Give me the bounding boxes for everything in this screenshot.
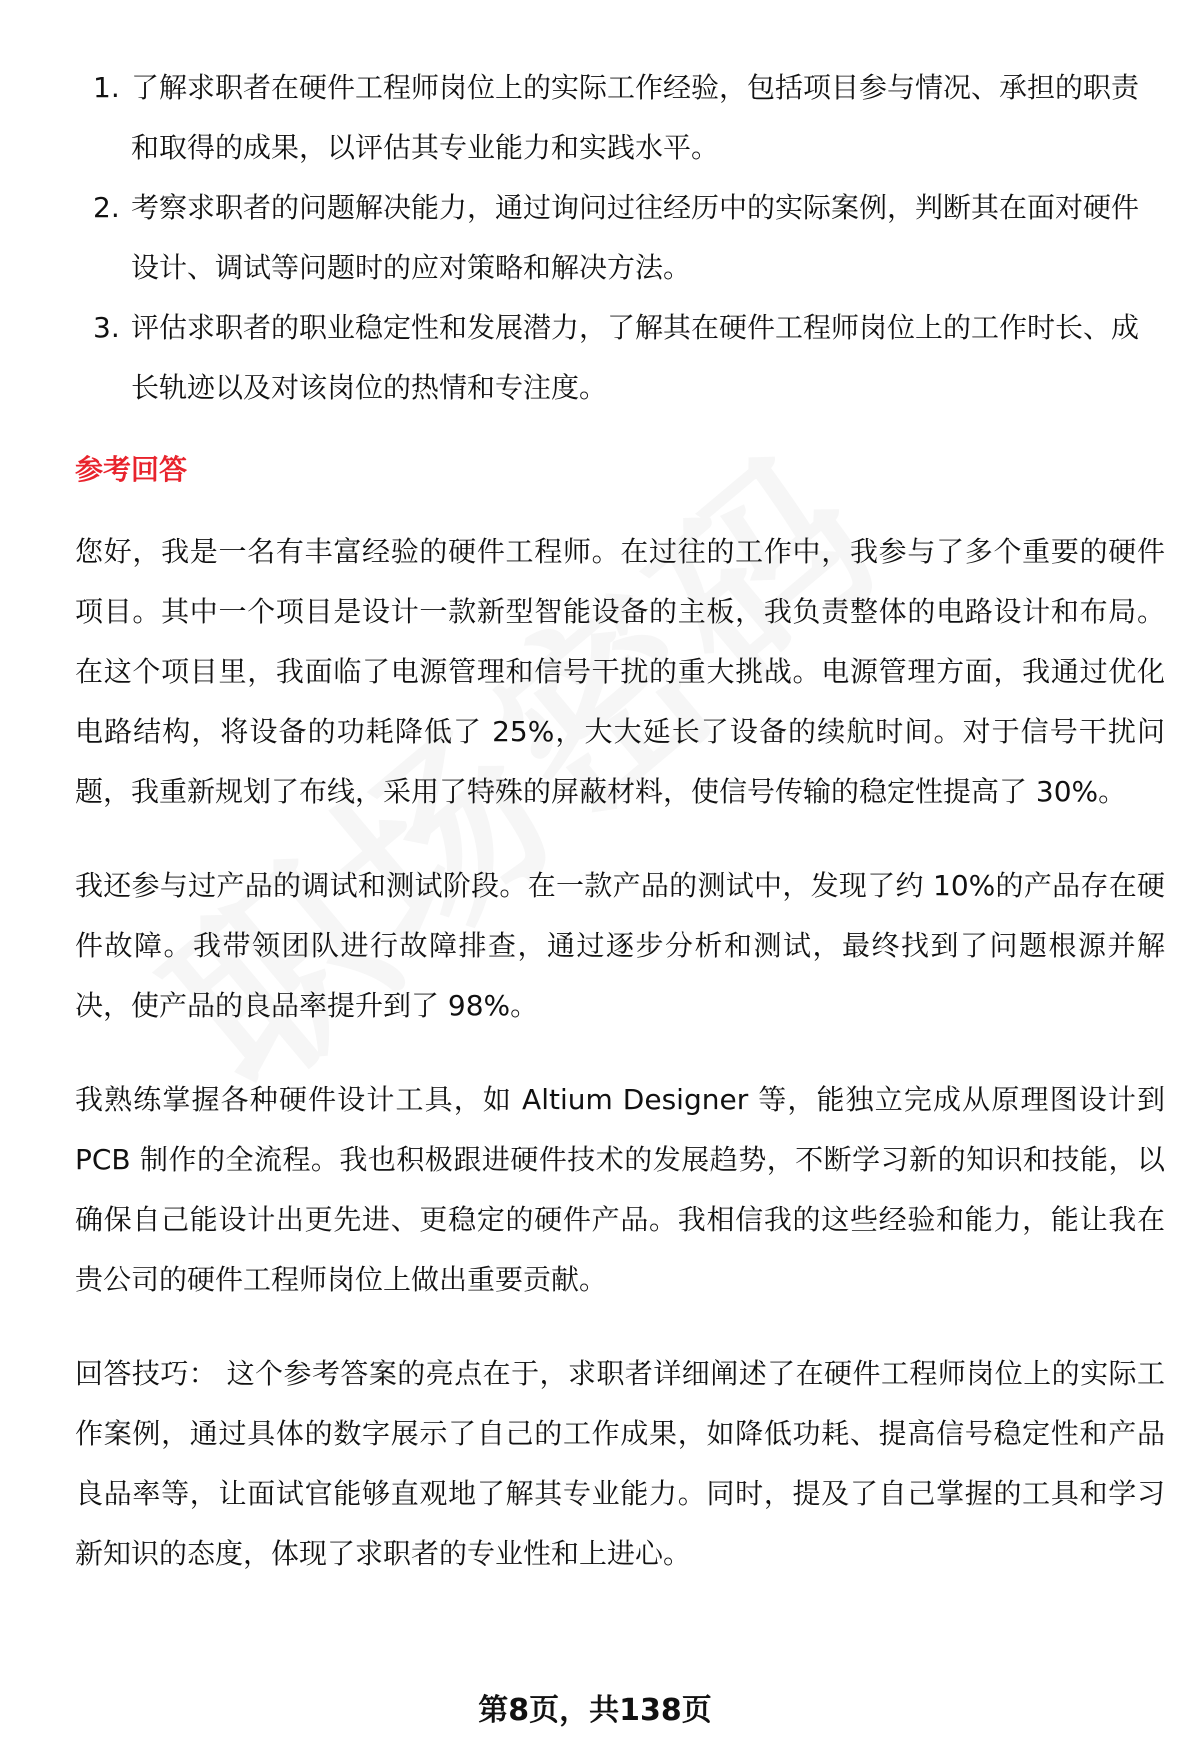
answer-paragraph: 我熟练掌握各种硬件设计工具，如 Altium Designer 等，能独立完成从原理图设计到 PCB 制作的全流程。我也积极跟进硬件技术的发展趋势，不断学习新的知识和技能，以确保自己能设计出更先进、更稳定的硬件产品。我相信我的这些经验和能力，能让我在贵公司的硬件工程师岗位上做出重要贡献。 — [75, 1083, 1165, 1296]
document-content — [75, 58, 1165, 1584]
goals-list — [75, 58, 1165, 418]
list-item — [75, 178, 1165, 298]
section-title: 参考回答 — [75, 453, 188, 486]
page-number: 第8页，共138页 — [478, 1693, 712, 1728]
list-number: 3. — [93, 311, 120, 344]
list-text: 了解求职者在硬件工程师岗位上的实际工作经验，包括项目参与情况、承担的职责和取得的成果，以评估其专业能力和实践水平。 — [131, 71, 1140, 164]
list-number: 1. — [93, 71, 120, 104]
list-item — [75, 298, 1165, 418]
list-number: 2. — [93, 191, 120, 224]
answer-tips-paragraph: 回答技巧： 这个参考答案的亮点在于，求职者详细阐述了在硬件工程师岗位上的实际工作案例，通过具体的数字展示了自己的工作成果，如降低功耗、提高信号稳定性和产品良品率等，让面试官能够直观地了解其专业能力。同时，提及了自己掌握的工具和学习新知识的态度，体现了求职者的专业性和上进心。 — [75, 1357, 1165, 1570]
list-text: 评估求职者的职业稳定性和发展潜力，了解其在硬件工程师岗位上的工作时长、成长轨迹以及对该岗位的热情和专注度。 — [131, 311, 1140, 404]
answer-paragraph: 您好，我是一名有丰富经验的硬件工程师。在过往的工作中，我参与了多个重要的硬件项目。其中一个项目是设计一款新型智能设备的主板，我负责整体的电路设计和布局。在这个项目里，我面临了电源管理和信号干扰的重大挑战。电源管理方面，我通过优化电路结构，将设备的功耗降低了 25%，大大延长了设备的续航时间。对于信号干扰问题，我重新规划了布线，采用了特殊的屏蔽材料，使信号传输的稳定性提高了 30%。 — [75, 535, 1165, 808]
list-text: 考察求职者的问题解决能力，通过询问过往经历中的实际案例，判断其在面对硬件设计、调试等问题时的应对策略和解决方法。 — [131, 191, 1140, 284]
answer-paragraph: 我还参与过产品的调试和测试阶段。在一款产品的测试中，发现了约 10%的产品存在硬件故障。我带领团队进行故障排查，通过逐步分析和测试，最终找到了问题根源并解决，使产品的良品率提升到了 98%。 — [75, 869, 1165, 1022]
list-item — [75, 58, 1165, 178]
